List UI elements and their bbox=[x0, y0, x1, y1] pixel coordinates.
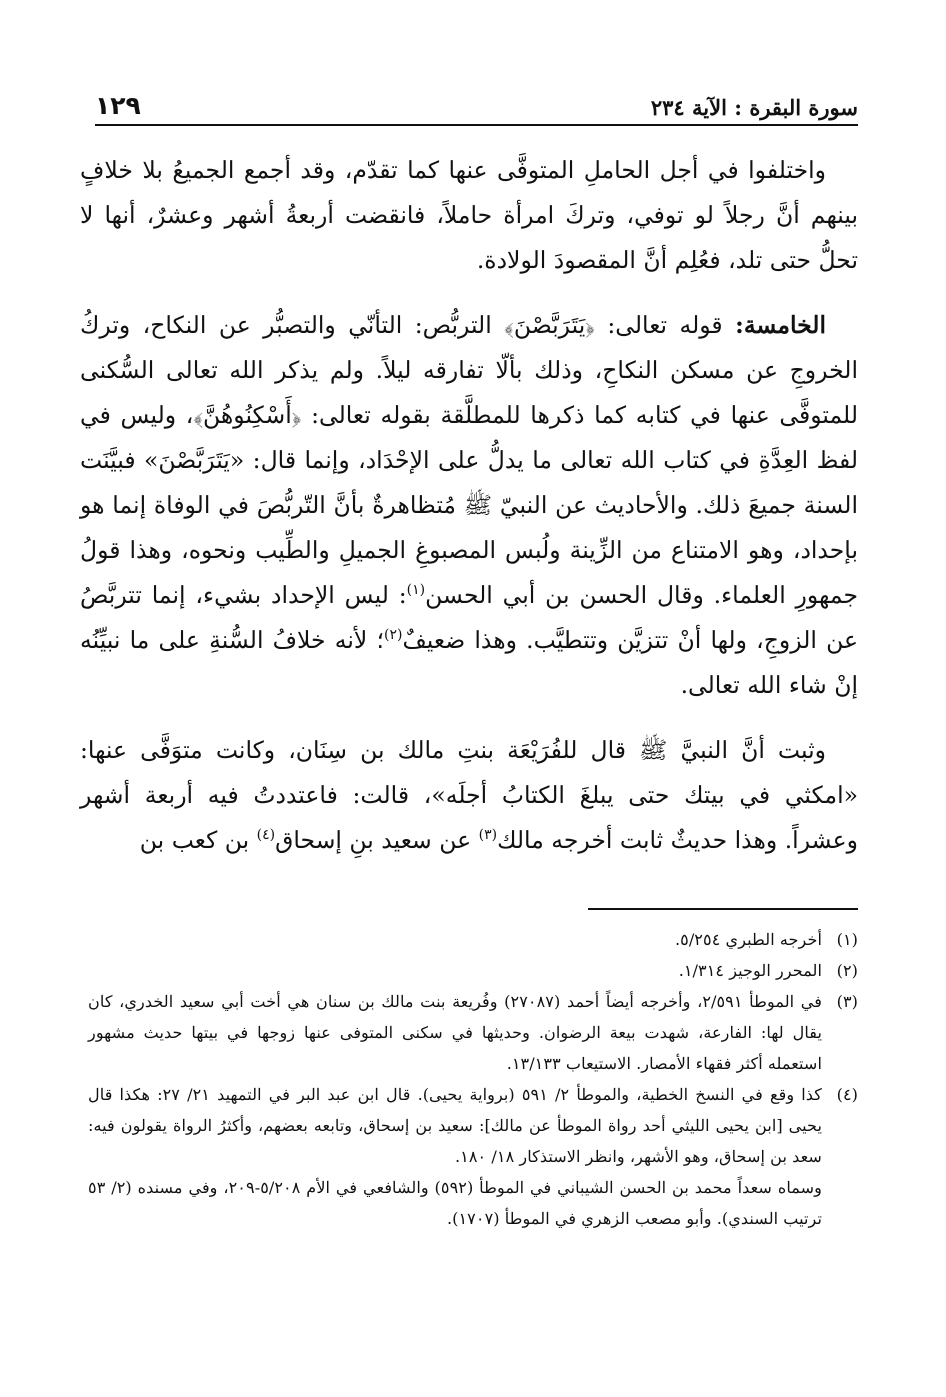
footnote-ref-2: (٢) bbox=[383, 627, 403, 644]
footnote-2 bbox=[88, 955, 858, 986]
footnote-number: (٣) bbox=[836, 992, 858, 1011]
paragraph-2-lead: الخامسة: bbox=[735, 311, 826, 339]
paragraph-3 bbox=[80, 728, 858, 863]
footnote-ref-1: (١) bbox=[406, 582, 426, 599]
footnote-number: (٢) bbox=[836, 961, 858, 980]
footnote-separator bbox=[588, 908, 858, 910]
paragraph-3-text-3: بن كعب بن bbox=[139, 826, 257, 854]
paragraph-1 bbox=[80, 148, 858, 283]
footnote-text bbox=[88, 1079, 822, 1234]
footnote-4-text-1: كذا وقع في النسخ الخطية، والموطأ ٢/ ٥٩١ (برواية يحيى). قال ابن عبد البر في التمهيد ٢١/ ٢٧: هكذا قال يحيى [ابن يحيى الليثي أحد رواة الموطأ عن مالك]: سعيد بن إسحاق، وتابعه بعضهم، وأكثرُ الرواة يقولون فيه: سعد بن إسحاق، وهو الأشهر، وانظر الاستذكار ١٨/ ١٨٠. bbox=[88, 1085, 822, 1166]
footnote-text: في الموطأ ٢/٥٩١، وأخرجه أيضاً أحمد (٢٧٠٨٧) وفُريعة بنت مالك بن سنان هي أخت أبي سعيد الخدري، كان يقال لها: الفارعة، شهدت بيعة الرضوان. وحديثها في سكنى المتوفى عنها زوجها في بيتها حديث مشهور استعمله أكثر فقهاء الأمصار. الاستيعاب ١٣/١٣٣. bbox=[88, 992, 822, 1073]
paragraph-3-text-2: عن سعيد بنِ إسحاق bbox=[275, 826, 479, 854]
page-number: ١٢٩ bbox=[95, 91, 141, 120]
footnote-ref-3: (٣) bbox=[478, 827, 498, 844]
paragraph-2-text-3: ؛ لأنه خلافُ السُّنةِ على ما نبيِّنُه إنْ شاء الله تعالى. bbox=[80, 626, 858, 699]
footnotes bbox=[88, 924, 858, 1234]
footnote-number: (٤) bbox=[836, 1085, 858, 1104]
footnote-text: أخرجه الطبري ٥/٢٥٤. bbox=[675, 930, 822, 949]
footnote-text: المحرر الوجيز ١/٣١٤. bbox=[678, 961, 822, 980]
page-header bbox=[95, 78, 858, 126]
paragraph-2 bbox=[80, 303, 858, 708]
footnote-ref-4: (٤) bbox=[256, 827, 276, 844]
surah-title: سورة البقرة : الآية ٢٣٤ bbox=[650, 95, 858, 120]
footnote-number: (١) bbox=[836, 930, 858, 949]
paragraph-2-text-2: : ليس الإحداد بشيء، إنما تتربَّصُ عن الزوجِ، ولها أنْ تتزيَّن وتتطيَّب. وهذا ضعيفٌ bbox=[80, 581, 859, 654]
footnote-1 bbox=[88, 924, 858, 955]
paragraph-2-text: قوله تعالى: ﴿يَتَرَبَّصْنَ﴾ التربُّص: التأنّي والتصبُّر عن النكاح، وتركُ الخروجِ عن مسكن النكاحِ، وذلك بألّا تفارقه ليلاً. ولم يذكر الله تعالى السُّكنى للمتوفَّى عنها في كتابه كما ذكرها للمطلَّقة بقوله تعالى: ﴿أَسْكِنُوهُنَّ﴾، وليس في لفظ العِدَّةِ في كتاب الله تعالى ما يدلُّ على الإحْدَاد، وإنما قال: «يَتَرَبَّصْنَ» فبيَّنَت السنة جميعَ ذلك. والأحاديث عن النبيّ ﷺ مُتظاهرةٌ بأنَّ التّربُّصَ في الوفاة إنما هو بإحداد، وهو الامتناع من الزِّينة ولُبس المصبوغِ الجميلِ والطِّيب ونحوه، وهذا قولُ جمهورِ العلماء. وقال الحسن بن أبي الحسن bbox=[80, 311, 858, 609]
footnote-4-text-2: وسماه سعداً محمد بن الحسن الشيباني في الموطأ (٥٩٢) والشافعي في الأم ٥/٢٠٨-٢٠٩، وفي مسنده (٢/ ٥٣ ترتيب السندي). وأبو مصعب الزهري في الموطأ (١٧٠٧). bbox=[88, 1178, 822, 1228]
paragraph-3-text: وثبت أنَّ النبيَّ ﷺ قال للفُرَيْعَة بنتِ مالك بن سِنَان، وكانت متوَفَّى عنها: «امكثي في بيتك حتى يبلغَ الكتابُ أجلَه»، قالت: فاعتددتُ فيه أربعة أشهر وعشراً. وهذا حديثٌ ثابت أخرجه مالك bbox=[80, 736, 858, 854]
paragraph-1-text: واختلفوا في أجل الحاملِ المتوفَّى عنها كما تقدّم، وقد أجمع الجميعُ بلا خلافٍ بينهم أنَّ رجلاً لو توفي، وتركَ امرأة حاملاً، فانقضت أربعةُ أشهر وعشرٌ، أنها لا تحلُّ حتى تلد، فعُلِم أنَّ المقصودَ الولادة. bbox=[80, 156, 858, 274]
main-text bbox=[80, 148, 858, 863]
footnote-4 bbox=[88, 1079, 858, 1234]
footnote-3 bbox=[88, 986, 858, 1079]
